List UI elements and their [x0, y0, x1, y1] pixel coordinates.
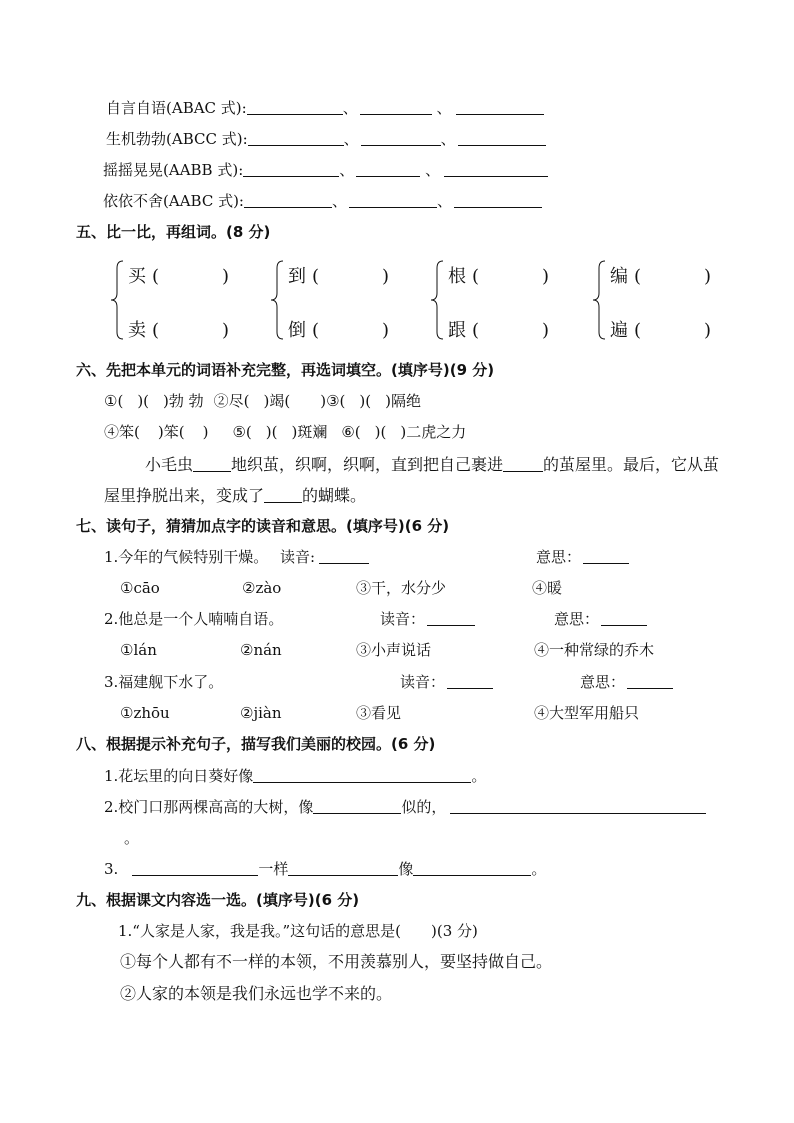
brace-icon: [430, 260, 444, 340]
pair-group-4: [592, 258, 752, 344]
answer-blank[interactable]: [132, 859, 258, 876]
fill-part: )(: [137, 392, 150, 410]
q7-option: ①zhōu: [120, 704, 170, 722]
fill-part: )二虎之力: [400, 423, 467, 441]
q7-option: ④暖: [532, 579, 563, 597]
answer-paren[interactable]: (: [634, 320, 642, 341]
separator: 、: [332, 192, 348, 210]
char-b: 倒: [288, 320, 306, 341]
q7-option: ①lán: [120, 641, 157, 659]
answer-blank[interactable]: [450, 797, 706, 814]
q7-option: ③小声说话: [356, 641, 432, 659]
fill-part: ①(: [104, 392, 124, 410]
section-7-title: 七、读句子，猜猜加点字的读音和意思。(填序号)(6 分): [76, 517, 450, 535]
fill-part: )笨(: [157, 423, 185, 441]
answer-blank[interactable]: [244, 191, 332, 208]
answer-paren[interactable]: (: [472, 320, 480, 341]
idiom-row-4: [103, 191, 542, 211]
separator: 、: [437, 192, 453, 210]
section-6-title: 六、先把本单元的词语补充完整，再选词填空。(填序号)(9 分): [76, 361, 495, 379]
paragraph-text: 地织茧，织啊，织啊，直到把自己裹进: [231, 455, 504, 474]
char-a: 编: [610, 266, 628, 287]
q9-question-1: 1.“人家是人家，我是我。”这句话的意思是( )(3 分): [118, 922, 478, 940]
answer-blank[interactable]: [319, 547, 369, 564]
answer-blank[interactable]: [360, 98, 432, 115]
answer-blank[interactable]: [601, 609, 647, 626]
answer-paren[interactable]: (: [152, 266, 160, 287]
q9-option-2: ②人家的本领是我们永远也学不来的。: [120, 984, 393, 1003]
separator: 、: [436, 99, 452, 117]
paragraph-text: 屋里挣脱出来，变成了: [104, 486, 265, 505]
paren-close: ): [382, 320, 390, 341]
brace-icon: [592, 260, 606, 340]
char-a: 到: [288, 266, 306, 287]
idiom-row-2: [106, 129, 546, 149]
answer-blank[interactable]: [264, 486, 302, 503]
brace-icon: [110, 260, 124, 340]
idiom-row-3: [103, 160, 548, 180]
idiom-row-1: [106, 98, 544, 118]
meaning-label: 意思：: [554, 609, 647, 629]
q6-paragraph-line-1: [145, 455, 719, 475]
paragraph-text: 的蝴蝶。: [302, 486, 367, 505]
fill-part: ): [202, 423, 209, 441]
q7-sentence-3: 3.福建舰下水了。: [104, 673, 224, 691]
q7-option: ④一种常绿的乔木: [534, 641, 655, 659]
separator: 、: [425, 161, 441, 179]
answer-blank[interactable]: [247, 98, 343, 115]
separator: 、: [440, 130, 456, 148]
idiom-word: 自言自语: [106, 99, 167, 117]
meaning-label: 意思：: [536, 547, 629, 567]
fill-part: )③(: [320, 392, 346, 410]
answer-blank[interactable]: [444, 160, 548, 177]
idiom-pattern: (ABAC 式):: [166, 99, 247, 117]
char-a: 根: [448, 266, 466, 287]
answer-blank[interactable]: [356, 160, 420, 177]
q6-row-2: [104, 422, 466, 442]
compare-pairs: [0, 258, 794, 344]
char-a: 买: [128, 266, 146, 287]
fill-part: ②尽(: [213, 392, 250, 410]
q8-sentence-2: 2.校门口那两棵高高的大树，像 似的，: [104, 797, 706, 817]
fill-part: ④笨(: [104, 423, 140, 441]
q7-sentence-2: 2.他总是一个人喃喃自语。: [104, 610, 284, 628]
section-5-title: 五、比一比，再组词。(8 分): [76, 223, 271, 241]
answer-blank[interactable]: [454, 191, 542, 208]
section-8-title: 八、根据提示补充句子，描写我们美丽的校园。(6 分): [76, 735, 436, 753]
q7-option: ③干，水分少: [356, 579, 447, 597]
paragraph-text: 小毛虫: [145, 455, 194, 474]
answer-blank[interactable]: [456, 98, 544, 115]
answer-paren[interactable]: (: [472, 266, 480, 287]
q7-option: ②zào: [242, 579, 282, 597]
answer-blank[interactable]: [288, 859, 398, 876]
fill-part: )(: [359, 392, 372, 410]
answer-blank[interactable]: [313, 797, 401, 814]
q7-option: ①cāo: [120, 579, 160, 597]
idiom-word: 生机勃勃: [106, 130, 167, 148]
paren-close: ): [222, 320, 230, 341]
meaning-label: 意思：: [580, 672, 673, 692]
q8-sentence-1: 1.花坛里的向日葵好像 。: [104, 767, 487, 785]
idiom-word: 摇摇晃晃: [103, 161, 164, 179]
separator: 、: [339, 161, 355, 179]
q8-sentence-2-end: 。: [124, 829, 140, 847]
paren-close: ): [542, 266, 550, 287]
separator: 、: [343, 130, 359, 148]
idiom-pattern: (ABCC 式):: [166, 130, 248, 148]
answer-blank[interactable]: [349, 191, 437, 208]
answer-paren[interactable]: (: [312, 266, 320, 287]
pair-group-3: [430, 258, 590, 344]
q7-option: ③看见: [356, 704, 402, 722]
fill-part: )竭(: [263, 392, 291, 410]
answer-blank[interactable]: [427, 609, 475, 626]
q8-sentence-3: 3. 一样 像 。: [104, 860, 547, 878]
idiom-pattern: (AABB 式):: [163, 161, 244, 179]
answer-paren[interactable]: (: [152, 320, 160, 341]
pair-group-2: [270, 258, 430, 344]
q7-sentence-1: 1.今年的气候特别干燥。: [104, 548, 269, 566]
answer-paren[interactable]: (: [312, 320, 320, 341]
fill-part: )(: [374, 423, 387, 441]
char-b: 遍: [610, 320, 628, 341]
answer-blank[interactable]: [627, 672, 673, 689]
char-b: 卖: [128, 320, 146, 341]
fill-part: )隔绝: [385, 392, 421, 410]
char-b: 跟: [448, 320, 466, 341]
q6-row-1: [104, 391, 421, 411]
separator: 、: [342, 99, 358, 117]
answer-blank[interactable]: [447, 672, 493, 689]
reading-label: 读音：: [380, 609, 475, 629]
paren-close: ): [382, 266, 390, 287]
fill-part: ⑤(: [232, 423, 252, 441]
paren-close: ): [704, 266, 712, 287]
idiom-pattern: (AABC 式):: [163, 192, 244, 210]
answer-blank[interactable]: [413, 859, 531, 876]
answer-blank[interactable]: [248, 129, 344, 146]
answer-blank[interactable]: [193, 455, 231, 472]
brace-icon: [270, 260, 284, 340]
q7-option: ②jiàn: [240, 704, 282, 722]
answer-paren[interactable]: (: [634, 266, 642, 287]
paren-close: ): [704, 320, 712, 341]
reading-label: 读音：: [400, 672, 493, 692]
fill-part: )(: [265, 423, 278, 441]
q9-option-1: ①每个人都有不一样的本领，不用羡慕别人，要坚持做自己。: [120, 952, 553, 971]
pair-group-1: [110, 258, 270, 344]
q7-option: ④大型军用船只: [534, 704, 640, 722]
answer-blank[interactable]: [243, 160, 339, 177]
answer-blank[interactable]: [361, 129, 441, 146]
idiom-word: 依依不舍: [103, 192, 164, 210]
fill-part: ⑥(: [341, 423, 361, 441]
paren-close: ): [542, 320, 550, 341]
paragraph-text: 的茧屋里。最后，它从茧: [543, 455, 720, 474]
q6-paragraph-line-2: [104, 486, 366, 506]
answer-blank[interactable]: [583, 547, 629, 564]
q7-option: ②nán: [240, 641, 282, 659]
answer-blank[interactable]: [253, 766, 471, 783]
fill-part: )勃 勃: [163, 392, 204, 410]
section-9-title: 九、根据课文内容选一选。(填序号)(6 分): [76, 891, 360, 909]
answer-blank[interactable]: [458, 129, 546, 146]
paren-close: ): [222, 266, 230, 287]
answer-blank[interactable]: [503, 455, 543, 472]
fill-part: )斑斓: [291, 423, 328, 441]
reading-label: 读音:: [280, 547, 369, 567]
